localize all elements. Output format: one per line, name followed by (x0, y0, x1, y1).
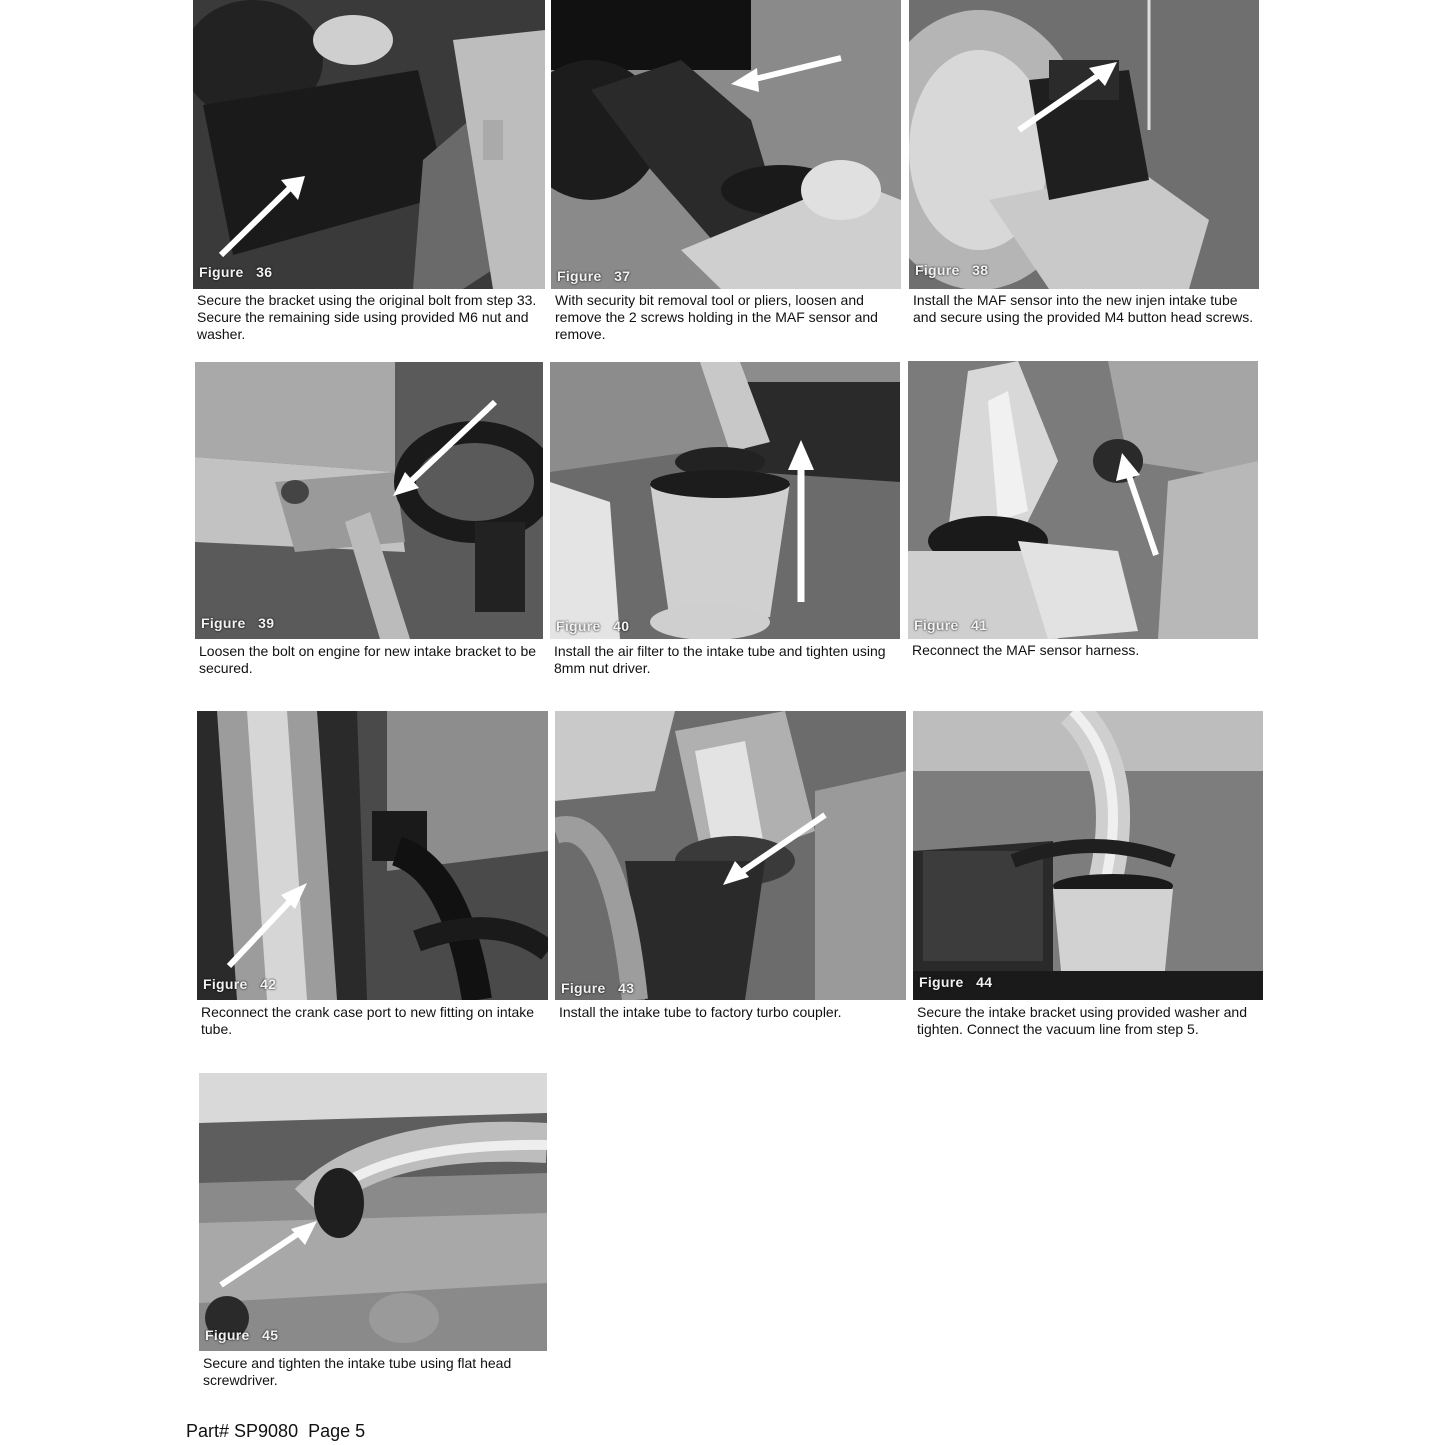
figure-photo (551, 0, 901, 289)
figure-37 (551, 0, 903, 350)
figure-caption: Secure the intake bracket using provided washer and tighten. Connect the vacuum line from step 5. (917, 1004, 1247, 1037)
figure-39 (195, 362, 545, 682)
figure-label: Figure 43 (561, 980, 635, 996)
figure-38 (909, 0, 1261, 350)
figure-caption: Loosen the bolt on engine for new intake bracket to be secured. (199, 643, 537, 676)
figure-caption: Install the air filter to the intake tube and tighten using 8mm nut driver. (554, 643, 886, 676)
figure-photo (908, 361, 1258, 639)
figure-label: Figure 40 (556, 618, 630, 634)
figure-photo (550, 362, 900, 639)
figure-label: Figure 42 (203, 976, 277, 992)
figure-40 (550, 362, 902, 682)
figure-label: Figure 41 (914, 617, 988, 633)
figure-label: Figure 45 (205, 1327, 279, 1343)
figure-caption: Secure the bracket using the original bolt from step 33. Secure the remaining side using provided M6 nut and washer. (197, 292, 537, 342)
figure-caption: Reconnect the MAF sensor harness. (912, 642, 1140, 658)
figure-photo (913, 711, 1263, 1000)
figure-44 (913, 711, 1265, 1051)
figure-caption: Install the intake tube to factory turbo coupler. (559, 1004, 842, 1020)
figure-label: Figure 37 (557, 268, 631, 284)
figure-45 (199, 1073, 549, 1393)
figure-label: Figure 44 (919, 974, 993, 990)
figure-36 (193, 0, 545, 350)
figure-photo (195, 362, 543, 639)
figure-photo (909, 0, 1259, 289)
page-footer: Part# SP9080 Page 5 (186, 1421, 366, 1441)
figure-photo (197, 711, 548, 1000)
figure-photo (199, 1073, 547, 1351)
figure-photo (555, 711, 906, 1000)
figure-caption: Install the MAF sensor into the new injen intake tube and secure using the provided M4 button head screws. (913, 292, 1254, 325)
figure-label: Figure 36 (199, 264, 273, 280)
figure-43 (555, 711, 907, 1051)
figure-42 (197, 711, 549, 1051)
figure-41 (908, 361, 1260, 681)
figure-label: Figure 39 (201, 615, 275, 631)
figure-photo (193, 0, 545, 289)
figure-caption: Secure and tighten the intake tube using flat head screwdriver. (203, 1355, 512, 1388)
figure-caption: Reconnect the crank case port to new fitting on intake tube. (201, 1004, 535, 1037)
figure-label: Figure 38 (915, 262, 989, 278)
figure-caption: With security bit removal tool or pliers, loosen and remove the 2 screws holding in the MAF sensor and remove. (555, 292, 878, 342)
